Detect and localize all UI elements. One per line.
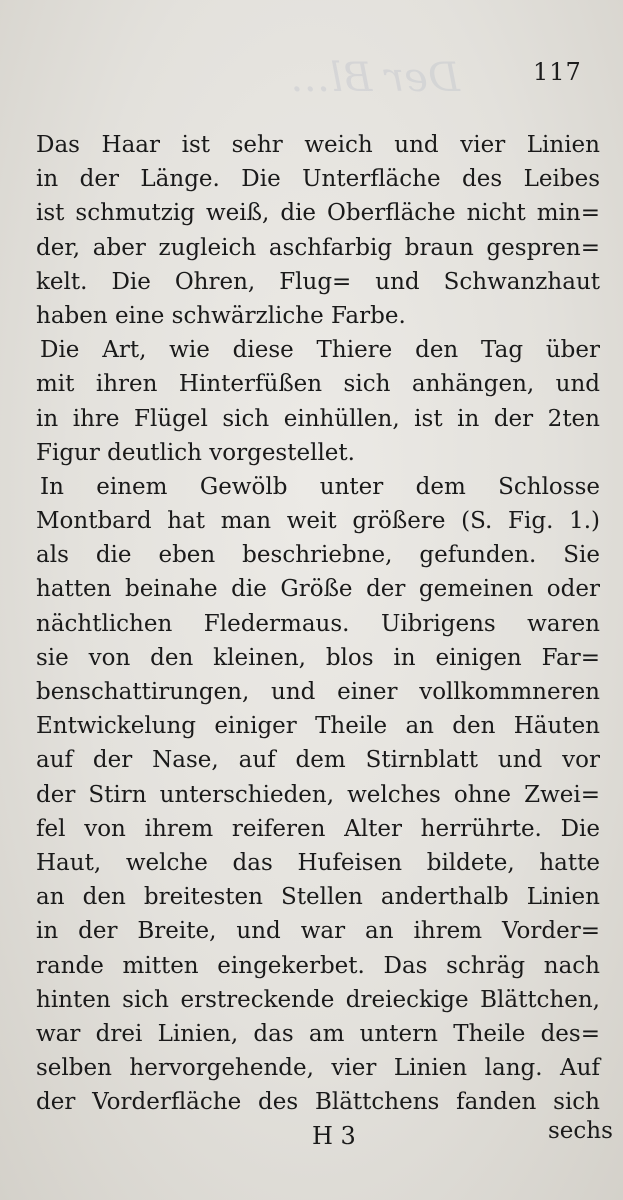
text-line: mit ihren Hinterfüßen sich anhängen, und [36,371,600,398]
text-line: in der Breite, und war an ihrem Vorder= [36,918,600,945]
text-line: Das Haar ist sehr weich und vier Linien [36,132,600,158]
text-line: in der Länge. Die Unterfläche des Leibes [36,166,600,193]
body-text [36,128,600,1119]
text-line: Figur deutlich vorgestellet. [36,439,355,466]
text-line: der, aber zugleich aschfarbig braun gespren= [36,234,600,261]
text-line: an den breitesten Stellen anderthalb Linien [36,884,600,911]
text-line: auf der Nase, auf dem Stirnblatt und vor [36,747,600,774]
page-number: 117 [533,58,582,86]
text-line: der Stirn unterschieden, welches ohne Zwei= [36,781,600,808]
text-line: der Vorderfläche des Blättchens fanden sich [36,1089,600,1116]
text-line: als die eben beschriebne, gefunden. Sie [36,542,600,569]
text-line: In einem Gewölb unter dem Schlosse [40,473,600,500]
text-line: Haut, welche das Hufeisen bildete, hatte [36,849,600,876]
text-line: fel von ihrem reiferen Alter herrührte. Die [36,815,600,842]
text-line: kelt. Die Ohren, Flug= und Schwanzhaut [36,268,600,295]
text-line: ist schmutzig weiß, die Oberfläche nicht min= [36,200,600,227]
text-line: sie von den kleinen, blos in einigen Far= [36,644,600,671]
text-line: hinten sich erstreckende dreieckige Blättchen, [36,986,600,1013]
text-line: hatten beinahe die Größe der gemeinen oder [36,576,600,603]
text-line: haben eine schwärzliche Farbe. [36,302,406,329]
text-line: war drei Linien, das am untern Theile des= [36,1020,600,1047]
text-line: benschattirungen, und einer vollkommneren [36,679,600,705]
show-through-ink: Der Bl… [290,55,460,101]
signature-mark: H 3 [312,1122,356,1150]
text-line: rande mitten eingekerbet. Das schräg nach [36,952,600,979]
text-line: Die Art, wie diese Thiere den Tag über [40,337,600,364]
text-line: Entwickelung einiger Theile an den Häuten [36,713,600,740]
text-line: in ihre Flügel sich einhüllen, ist in der 2ten [36,405,600,432]
catchword: sechs [548,1118,613,1144]
text-line: Montbard hat man weit größere (S. Fig. 1.) [36,508,600,535]
text-line: nächtlichen Fledermaus. Uibrigens waren [36,610,600,637]
text-line: selben hervorgehende, vier Linien lang. Auf [36,1055,600,1082]
